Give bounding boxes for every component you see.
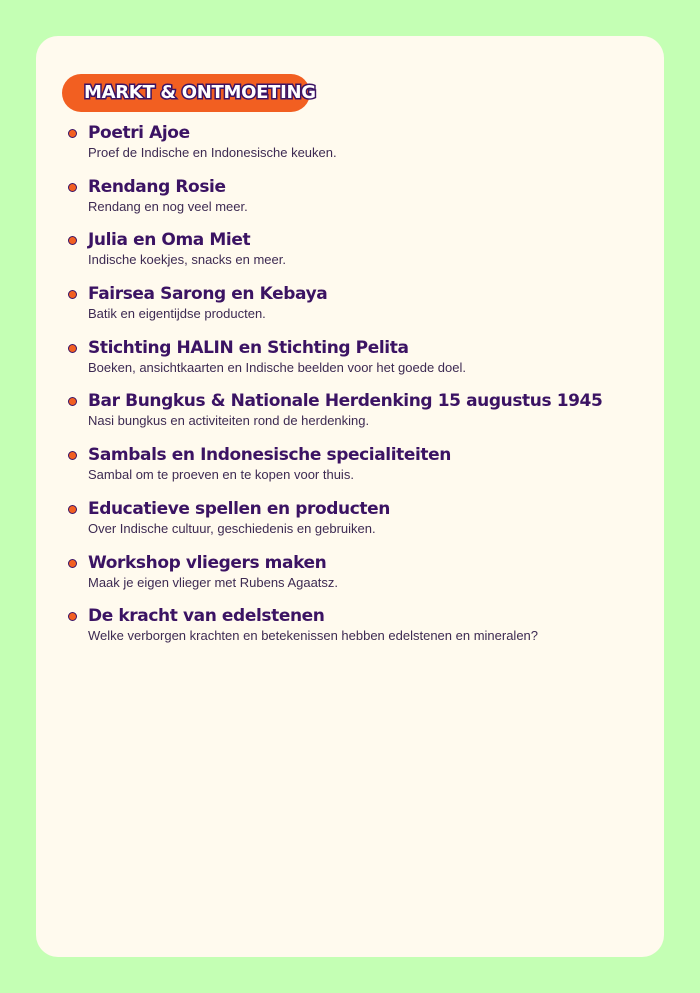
bullet-dot <box>68 344 77 353</box>
list-item <box>66 444 602 498</box>
list-item <box>66 498 602 552</box>
list-item <box>66 337 602 391</box>
bullet-dot <box>68 290 77 299</box>
list-item <box>66 176 602 230</box>
item-description: Indische koekjes, snacks en meer. <box>88 252 286 268</box>
item-title: Julia en Oma Miet <box>88 230 251 251</box>
market-list <box>66 122 602 659</box>
item-description: Over Indische cultuur, geschiedenis en gebruiken. <box>88 520 376 536</box>
item-description: Proef de Indische en Indonesische keuken. <box>88 145 337 160</box>
bullet-dot <box>68 451 77 460</box>
item-description: Welke verborgen krachten en betekenissen hebben edelstenen en mineralen? <box>88 628 539 644</box>
item-description: Nasi bungkus en activiteiten rond de herdenking. <box>88 413 370 429</box>
list-item <box>66 390 602 444</box>
bullet-dot <box>68 129 77 138</box>
item-title: Fairsea Sarong en Kebaya <box>88 284 328 305</box>
list-item <box>66 552 602 606</box>
bullet-dot <box>68 559 77 568</box>
item-title: Workshop vliegers maken <box>88 552 327 573</box>
item-title: Educatieve spellen en producten <box>88 498 390 519</box>
item-description: Rendang en nog veel meer. <box>88 198 248 214</box>
bullet-dot <box>68 183 77 192</box>
item-description: Batik en eigentijdse producten. <box>88 306 266 322</box>
item-description: Boeken, ansichtkaarten en Indische beelden voor het goede doel. <box>88 359 466 375</box>
list-item <box>66 283 602 337</box>
list-item <box>66 229 602 283</box>
bullet-dot <box>68 505 77 514</box>
list-item <box>66 122 602 176</box>
item-title: Stichting HALIN en Stichting Pelita <box>88 337 409 358</box>
item-title: Sambals en Indonesische specialiteiten <box>88 445 451 466</box>
bullet-dot <box>68 612 77 621</box>
section-title: MARKT & ONTMOETING <box>84 82 316 103</box>
item-title: Poetri Ajoe <box>88 123 190 143</box>
list-item <box>66 605 602 659</box>
bullet-dot <box>68 236 77 245</box>
item-title: Rendang Rosie <box>88 176 226 197</box>
content-card <box>36 36 664 957</box>
section-badge <box>62 74 316 112</box>
item-title: Bar Bungkus & Nationale Herdenking 15 augustus 1945 <box>88 391 603 412</box>
item-description: Sambal om te proeven en te kopen voor thuis. <box>88 467 354 483</box>
item-description: Maak je eigen vlieger met Rubens Agaatsz. <box>88 574 339 590</box>
bullet-dot <box>68 397 77 406</box>
item-title: De kracht van edelstenen <box>88 606 325 627</box>
